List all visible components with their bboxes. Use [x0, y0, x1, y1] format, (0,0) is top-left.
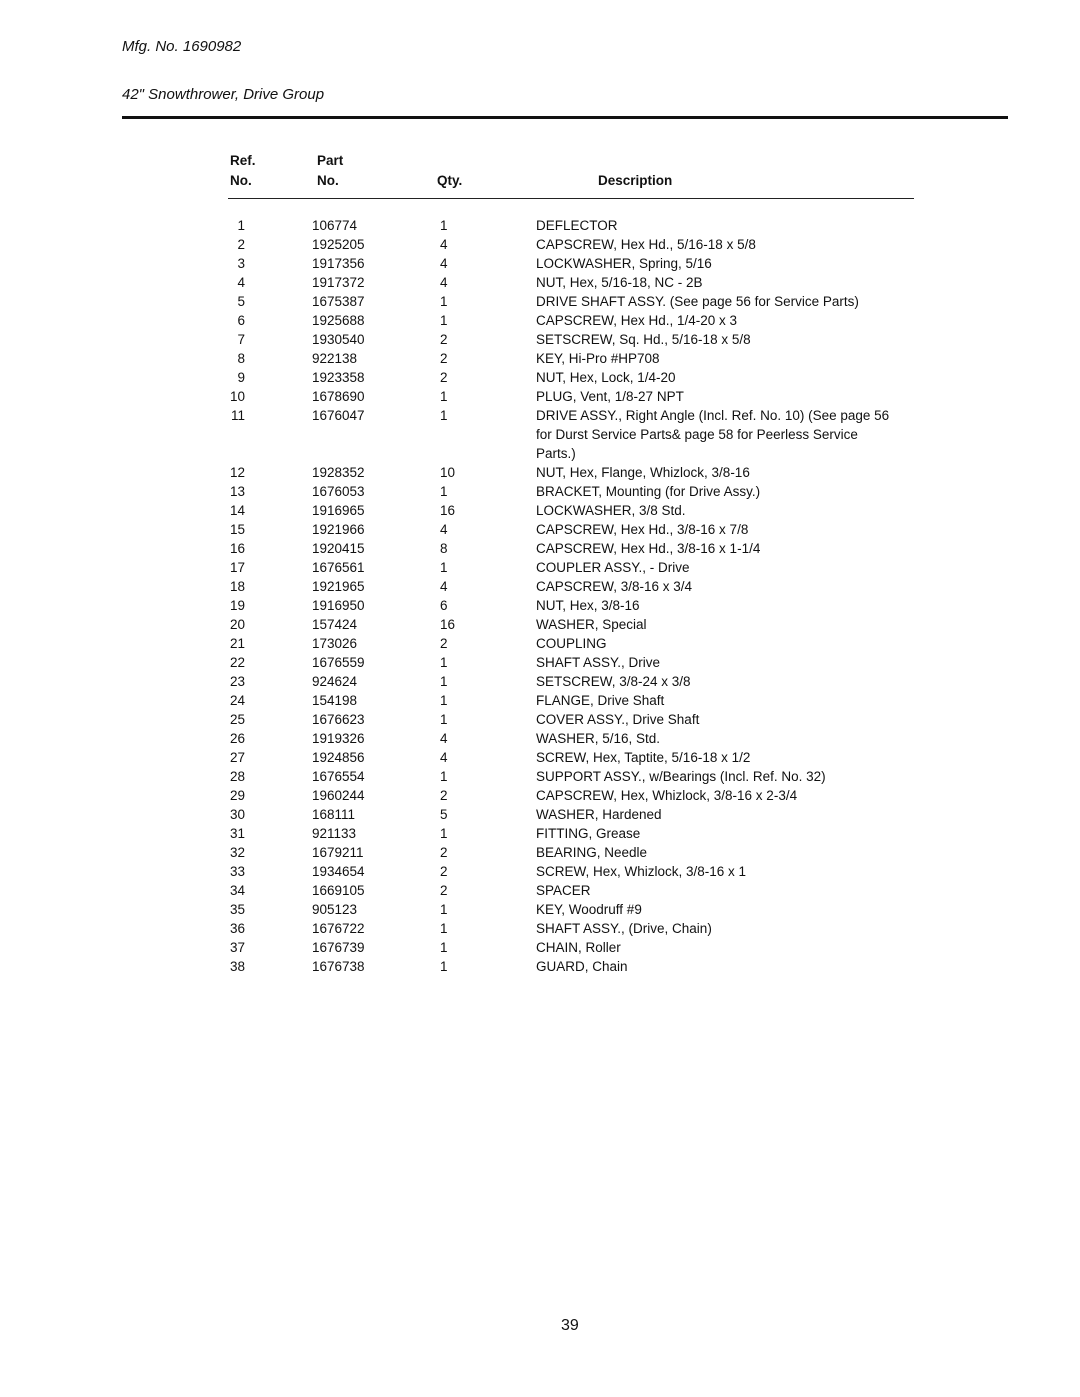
- description-cell: NUT, Hex, Lock, 1/4-20: [536, 370, 676, 385]
- description-cell: SPACER: [536, 883, 591, 898]
- description-cell: DEFLECTOR: [536, 218, 618, 233]
- ref-cell: 9: [237, 370, 245, 385]
- qty-cell: 1: [440, 826, 448, 841]
- description-cell: SETSCREW, 3/8-24 x 3/8: [536, 674, 691, 689]
- table-row: [0, 368, 1080, 387]
- qty-cell: 1: [440, 959, 448, 974]
- table-row: [0, 767, 1080, 786]
- ref-cell: 11: [230, 408, 245, 423]
- part-number-cell: 1919326: [312, 731, 365, 746]
- col-header-description: Description: [598, 173, 673, 188]
- qty-cell: 1: [440, 408, 448, 423]
- table-row: [0, 900, 1080, 919]
- table-row: [0, 349, 1080, 368]
- qty-cell: 4: [440, 275, 448, 290]
- description-cell: NUT, Hex, 5/16-18, NC - 2B: [536, 275, 703, 290]
- table-row: [0, 748, 1080, 767]
- ref-cell: 37: [229, 940, 245, 955]
- description-cell: CHAIN, Roller: [536, 940, 621, 955]
- description-cell: CAPSCREW, Hex Hd., 5/16-18 x 5/8: [536, 237, 756, 252]
- description-cell: FITTING, Grease: [536, 826, 641, 841]
- description-cell: LOCKWASHER, 3/8 Std.: [536, 503, 686, 518]
- qty-cell: 2: [440, 636, 448, 651]
- qty-cell: 2: [440, 351, 448, 366]
- ref-cell: 35: [229, 902, 245, 917]
- ref-cell: 5: [237, 294, 245, 309]
- ref-cell: 18: [229, 579, 245, 594]
- group-title: 42" Snowthrower, Drive Group: [122, 86, 325, 103]
- qty-cell: 1: [440, 294, 448, 309]
- table-row: [0, 862, 1080, 881]
- description-cell: WASHER, Hardened: [536, 807, 662, 822]
- table-row: [0, 311, 1080, 330]
- ref-cell: 1: [237, 218, 245, 233]
- page-number: 39: [561, 1317, 579, 1334]
- table-row: [0, 235, 1080, 254]
- part-number-cell: 905123: [312, 902, 358, 917]
- qty-cell: 1: [440, 921, 448, 936]
- part-number-cell: 1676554: [312, 769, 365, 784]
- table-row: [0, 634, 1080, 653]
- table-row: [0, 729, 1080, 748]
- description-cell: SCREW, Hex, Whizlock, 3/8-16 x 1: [536, 864, 747, 879]
- part-number-cell: 922138: [312, 351, 358, 366]
- qty-cell: 2: [440, 845, 448, 860]
- ref-cell: 29: [229, 788, 245, 803]
- ref-cell: 30: [229, 807, 245, 822]
- header-rule: [122, 116, 1008, 119]
- part-number-cell: 1675387: [312, 294, 365, 309]
- ref-cell: 10: [229, 389, 245, 404]
- part-number-cell: 1916950: [312, 598, 365, 613]
- qty-cell: 4: [440, 731, 448, 746]
- qty-cell: 8: [440, 541, 448, 556]
- ref-cell: 22: [229, 655, 245, 670]
- part-number-cell: 173026: [312, 636, 358, 651]
- part-number-cell: 1678690: [312, 389, 365, 404]
- qty-cell: 16: [440, 617, 456, 632]
- qty-cell: 1: [440, 389, 448, 404]
- qty-cell: 2: [440, 864, 448, 879]
- table-row: [0, 330, 1080, 349]
- ref-cell: 21: [229, 636, 245, 651]
- qty-cell: 2: [440, 788, 448, 803]
- description-cell: GUARD, Chain: [536, 959, 628, 974]
- parts-table: [0, 216, 1080, 976]
- col-header-ref-2: No.: [230, 173, 252, 188]
- table-row: [0, 691, 1080, 710]
- description-cell: WASHER, Special: [536, 617, 647, 632]
- part-number-cell: 1934654: [312, 864, 365, 879]
- description-cell: SHAFT ASSY., (Drive, Chain): [536, 921, 712, 936]
- ref-cell: 8: [237, 351, 245, 366]
- part-number-cell: 1925688: [312, 313, 365, 328]
- table-row: [0, 273, 1080, 292]
- ref-cell: 28: [229, 769, 245, 784]
- part-number-cell: 1960244: [312, 788, 365, 803]
- ref-cell: 7: [237, 332, 245, 347]
- ref-cell: 6: [237, 313, 245, 328]
- table-row: [0, 938, 1080, 957]
- description-cell: SHAFT ASSY., Drive: [536, 655, 661, 670]
- description-cell: KEY, Hi-Pro #HP708: [536, 351, 660, 366]
- qty-cell: 2: [440, 883, 448, 898]
- table-row: [0, 482, 1080, 501]
- ref-cell: 36: [229, 921, 245, 936]
- qty-cell: 1: [440, 674, 448, 689]
- table-row: [0, 501, 1080, 520]
- part-number-cell: 1669105: [312, 883, 365, 898]
- part-number-cell: 1928352: [312, 465, 365, 480]
- table-row: [0, 672, 1080, 691]
- ref-cell: 12: [229, 465, 245, 480]
- ref-cell: 19: [229, 598, 245, 613]
- part-number-cell: 924624: [312, 674, 358, 689]
- qty-cell: 1: [440, 712, 448, 727]
- ref-cell: 17: [229, 560, 245, 575]
- qty-cell: 1: [440, 693, 448, 708]
- mfg-number: Mfg. No. 1690982: [122, 38, 242, 55]
- description-cell: WASHER, 5/16, Std.: [536, 731, 661, 746]
- ref-cell: 38: [229, 959, 245, 974]
- table-row: [0, 881, 1080, 900]
- description-cell: CAPSCREW, Hex Hd., 3/8-16 x 1-1/4: [536, 541, 761, 556]
- ref-cell: 32: [229, 845, 245, 860]
- col-header-part-2: No.: [317, 173, 339, 188]
- part-number-cell: 1676561: [312, 560, 365, 575]
- description-cell: NUT, Hex, 3/8-16: [536, 598, 640, 613]
- part-number-cell: 1925205: [312, 237, 365, 252]
- description-cell: BRACKET, Mounting (for Drive Assy.): [536, 484, 761, 499]
- part-number-cell: 154198: [312, 693, 358, 708]
- ref-cell: 14: [229, 503, 245, 518]
- table-row: [0, 520, 1080, 539]
- header-divider: [228, 198, 914, 199]
- ref-cell: 20: [229, 617, 245, 632]
- table-row: [0, 710, 1080, 729]
- qty-cell: 2: [440, 332, 448, 347]
- description-cell: COUPLING: [536, 636, 607, 651]
- qty-cell: 10: [440, 465, 456, 480]
- ref-cell: 2: [237, 237, 245, 252]
- part-number-cell: 1676053: [312, 484, 365, 499]
- col-header-part-1: Part: [317, 153, 344, 168]
- qty-cell: 5: [440, 807, 448, 822]
- qty-cell: 1: [440, 940, 448, 955]
- table-row: [0, 596, 1080, 615]
- description-cell: PLUG, Vent, 1/8-27 NPT: [536, 389, 684, 404]
- ref-cell: 3: [237, 256, 245, 271]
- ref-cell: 27: [229, 750, 245, 765]
- part-number-cell: 1676739: [312, 940, 365, 955]
- description-cell: BEARING, Needle: [536, 845, 648, 860]
- part-number-cell: 1679211: [312, 845, 364, 860]
- table-row: [0, 577, 1080, 596]
- part-number-cell: 1930540: [312, 332, 365, 347]
- table-row: [0, 406, 1080, 463]
- description-cell: COVER ASSY., Drive Shaft: [536, 712, 700, 727]
- qty-cell: 1: [440, 560, 448, 575]
- table-row: [0, 786, 1080, 805]
- description-cell: CAPSCREW, Hex Hd., 1/4-20 x 3: [536, 313, 738, 328]
- part-number-cell: 1676559: [312, 655, 365, 670]
- table-row: [0, 824, 1080, 843]
- ref-cell: 33: [229, 864, 245, 879]
- part-number-cell: 1676623: [312, 712, 365, 727]
- part-number-cell: 1923358: [312, 370, 365, 385]
- col-header-ref-1: Ref.: [230, 153, 256, 168]
- description-cell: SCREW, Hex, Taptite, 5/16-18 x 1/2: [536, 750, 751, 765]
- qty-cell: 4: [440, 579, 448, 594]
- description-cell: CAPSCREW, Hex, Whizlock, 3/8-16 x 2-3/4: [536, 788, 798, 803]
- part-number-cell: 1676722: [312, 921, 365, 936]
- qty-cell: 1: [440, 218, 448, 233]
- qty-cell: 16: [440, 503, 456, 518]
- ref-cell: 31: [229, 826, 245, 841]
- table-row: [0, 919, 1080, 938]
- part-number-cell: 1924856: [312, 750, 365, 765]
- description-cell: SUPPORT ASSY., w/Bearings (Incl. Ref. No. 32): [536, 769, 826, 784]
- description-cell: LOCKWASHER, Spring, 5/16: [536, 256, 712, 271]
- part-number-cell: 1921965: [312, 579, 365, 594]
- table-row: [0, 292, 1080, 311]
- part-number-cell: 1921966: [312, 522, 365, 537]
- table-row: [0, 539, 1080, 558]
- qty-cell: 6: [440, 598, 448, 613]
- table-row: [0, 387, 1080, 406]
- ref-cell: 24: [229, 693, 245, 708]
- description-cell: NUT, Hex, Flange, Whizlock, 3/8-16: [536, 465, 750, 480]
- part-number-cell: 168111: [312, 807, 356, 822]
- qty-cell: 4: [440, 237, 448, 252]
- part-number-cell: 1916965: [312, 503, 365, 518]
- ref-cell: 23: [229, 674, 245, 689]
- table-row: [0, 615, 1080, 634]
- ref-cell: 25: [229, 712, 245, 727]
- table-row: [0, 463, 1080, 482]
- part-number-cell: 106774: [312, 218, 358, 233]
- qty-cell: 1: [440, 769, 448, 784]
- qty-cell: 1: [440, 655, 448, 670]
- part-number-cell: 921133: [312, 826, 357, 841]
- table-row: [0, 216, 1080, 235]
- part-number-cell: 1917372: [312, 275, 365, 290]
- ref-cell: 16: [229, 541, 245, 556]
- description-cell: DRIVE SHAFT ASSY. (See page 56 for Service Parts): [536, 294, 859, 309]
- description-cell: KEY, Woodruff #9: [536, 902, 642, 917]
- table-row: [0, 843, 1080, 862]
- qty-cell: 4: [440, 256, 448, 271]
- qty-cell: 2: [440, 370, 448, 385]
- description-cell: COUPLER ASSY., - Drive: [536, 560, 690, 575]
- table-row: [0, 254, 1080, 273]
- description-cell: FLANGE, Drive Shaft: [536, 693, 665, 708]
- table-row: [0, 558, 1080, 577]
- col-header-qty: Qty.: [437, 173, 463, 188]
- part-number-cell: 157424: [312, 617, 358, 632]
- part-number-cell: 1676738: [312, 959, 365, 974]
- part-number-cell: 1917356: [312, 256, 365, 271]
- description-cell: CAPSCREW, Hex Hd., 3/8-16 x 7/8: [536, 522, 749, 537]
- description-cell: SETSCREW, Sq. Hd., 5/16-18 x 5/8: [536, 332, 751, 347]
- table-row: [0, 957, 1080, 976]
- ref-cell: 13: [229, 484, 245, 499]
- qty-cell: 4: [440, 750, 448, 765]
- qty-cell: 4: [440, 522, 448, 537]
- qty-cell: 1: [440, 902, 448, 917]
- ref-cell: 34: [229, 883, 245, 898]
- qty-cell: 1: [440, 484, 448, 499]
- ref-cell: 26: [229, 731, 245, 746]
- description-cell: DRIVE ASSY., Right Angle (Incl. Ref. No. 10) (See page 56 for Durst Service Parts& page 58 for Peerless Service Parts.): [536, 408, 890, 461]
- part-number-cell: 1676047: [312, 408, 365, 423]
- qty-cell: 1: [440, 313, 448, 328]
- table-row: [0, 805, 1080, 824]
- ref-cell: 15: [229, 522, 245, 537]
- part-number-cell: 1920415: [312, 541, 365, 556]
- ref-cell: 4: [237, 275, 245, 290]
- table-row: [0, 653, 1080, 672]
- description-cell: CAPSCREW, 3/8-16 x 3/4: [536, 579, 693, 594]
